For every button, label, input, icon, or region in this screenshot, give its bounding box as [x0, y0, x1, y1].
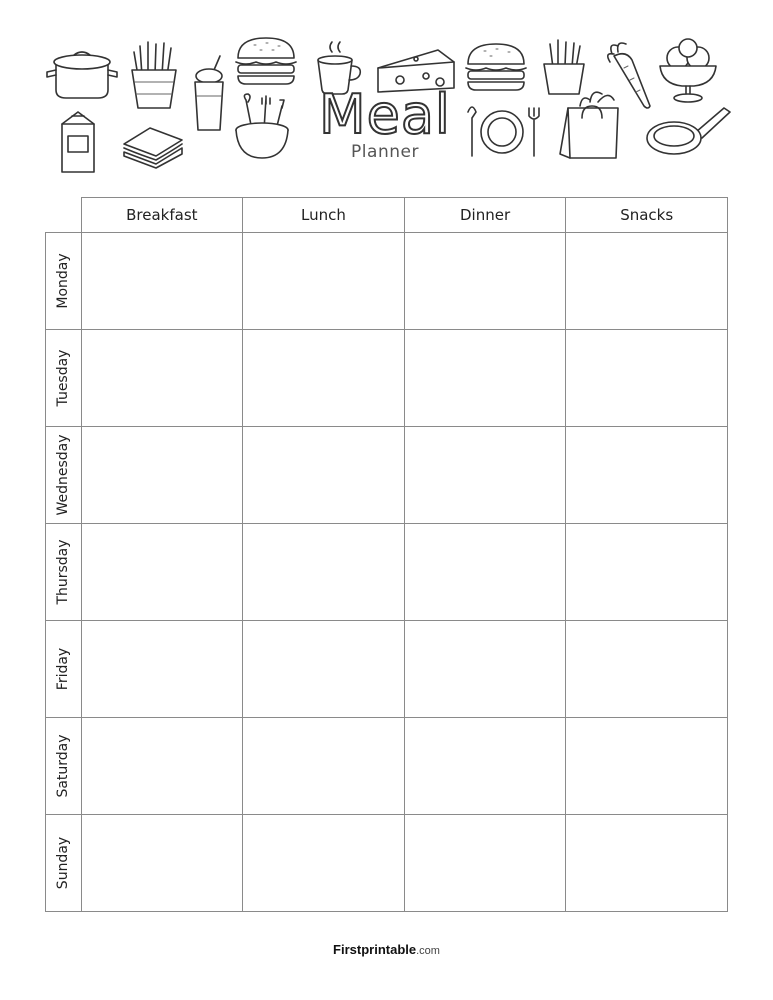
burger-icon — [234, 36, 298, 86]
table-row — [46, 621, 728, 718]
day-label-wednesday: Wednesday — [55, 434, 72, 516]
ice-cream-bowl-icon — [656, 38, 720, 104]
meal-cell[interactable] — [566, 621, 728, 718]
meal-cell[interactable] — [81, 718, 243, 815]
utensil-bowl-icon — [232, 94, 292, 160]
meal-cell[interactable] — [243, 524, 405, 621]
meal-cell[interactable] — [566, 233, 728, 330]
cooking-pot-icon — [44, 46, 120, 102]
meal-cell[interactable] — [81, 330, 243, 427]
table-row — [46, 330, 728, 427]
french-fries-icon — [126, 40, 182, 110]
day-label-thursday: Thursday — [55, 539, 72, 605]
day-label-cell — [46, 718, 82, 815]
day-label-sunday: Sunday — [55, 836, 72, 890]
sandwich-icon — [120, 124, 186, 170]
meal-cell[interactable] — [81, 427, 243, 524]
meal-cell[interactable] — [243, 233, 405, 330]
meal-cell[interactable] — [243, 621, 405, 718]
title-main: Meal — [319, 83, 451, 146]
day-label-cell — [46, 233, 82, 330]
meal-cell[interactable] — [81, 815, 243, 912]
page-title — [300, 83, 470, 162]
meal-cell[interactable] — [81, 621, 243, 718]
milk-carton-icon — [56, 108, 100, 174]
footer-brand-tld: .com — [416, 945, 440, 957]
table-row — [46, 427, 728, 524]
plate-setting-icon — [466, 102, 542, 158]
day-label-saturday: Saturday — [55, 734, 72, 798]
frying-pan-icon — [644, 102, 732, 160]
meal-planner-table — [45, 197, 728, 912]
meal-cell[interactable] — [566, 815, 728, 912]
column-header-breakfast: Breakfast — [81, 198, 243, 233]
meal-cell[interactable] — [81, 233, 243, 330]
meal-cell[interactable] — [566, 718, 728, 815]
day-label-monday: Monday — [55, 253, 72, 309]
meal-cell[interactable] — [243, 718, 405, 815]
day-label-cell — [46, 330, 82, 427]
meal-cell[interactable] — [566, 330, 728, 427]
meal-cell[interactable] — [404, 815, 566, 912]
title-sub: Planner — [351, 142, 419, 162]
meal-cell[interactable] — [243, 330, 405, 427]
clipart-header — [0, 0, 773, 190]
meal-cell[interactable] — [404, 718, 566, 815]
burger-icon — [464, 42, 528, 92]
meal-cell[interactable] — [566, 524, 728, 621]
meal-cell[interactable] — [404, 233, 566, 330]
day-label-cell — [46, 524, 82, 621]
column-header-snacks: Snacks — [566, 198, 728, 233]
meal-cell[interactable] — [243, 815, 405, 912]
table-row — [46, 815, 728, 912]
meal-cell[interactable] — [81, 524, 243, 621]
footer-brand-name: Firstprintable — [333, 942, 417, 957]
drink-cup-icon — [192, 56, 230, 134]
meal-cell[interactable] — [566, 427, 728, 524]
table-row — [46, 524, 728, 621]
meal-cell[interactable] — [404, 621, 566, 718]
footer-brand — [0, 942, 773, 957]
column-header-dinner: Dinner — [404, 198, 566, 233]
meal-cell[interactable] — [243, 427, 405, 524]
day-label-cell — [46, 621, 82, 718]
table-corner — [46, 198, 82, 233]
meal-cell[interactable] — [404, 330, 566, 427]
table-row — [46, 233, 728, 330]
column-header-lunch: Lunch — [243, 198, 405, 233]
day-label-tuesday: Tuesday — [55, 349, 72, 407]
table-row — [46, 718, 728, 815]
table-header-row — [46, 198, 728, 233]
day-label-cell — [46, 815, 82, 912]
grocery-bag-icon — [558, 84, 628, 164]
day-label-friday: Friday — [55, 647, 72, 691]
day-label-cell — [46, 427, 82, 524]
meal-cell[interactable] — [404, 427, 566, 524]
meal-cell[interactable] — [404, 524, 566, 621]
